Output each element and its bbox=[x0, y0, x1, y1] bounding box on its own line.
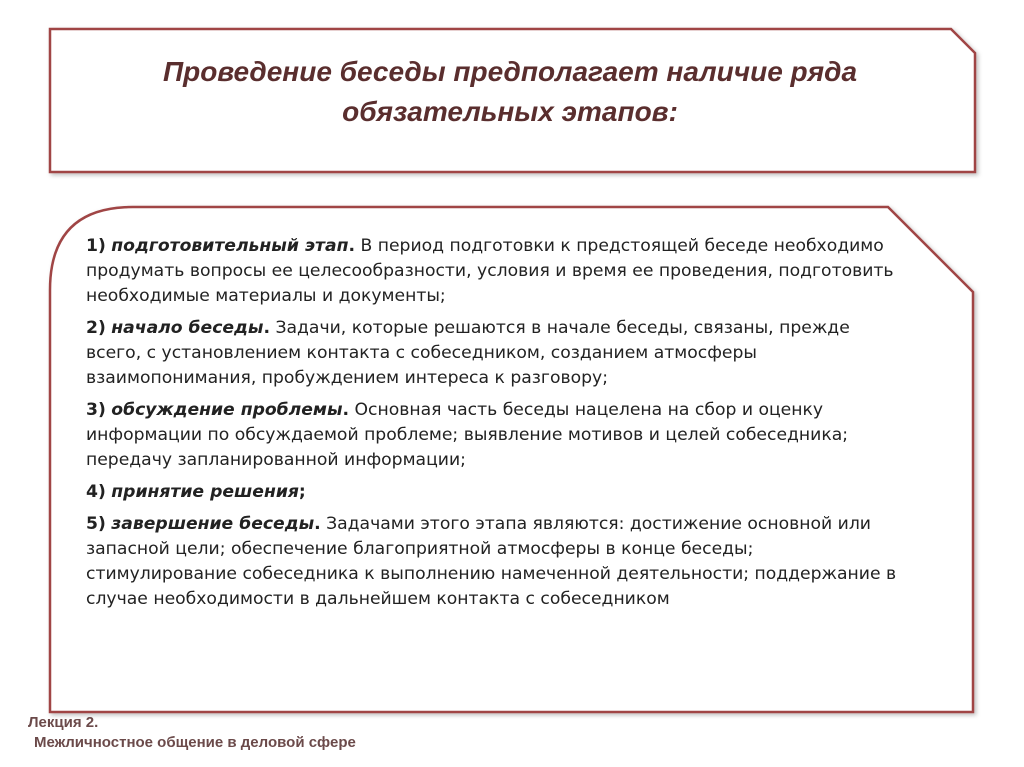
stage-number: 3) bbox=[86, 400, 106, 420]
stage-term-punct: . bbox=[348, 236, 356, 256]
stage-number: 5) bbox=[86, 514, 106, 534]
stage-term: подготовительный этап bbox=[111, 236, 349, 256]
stage-item-4 bbox=[86, 480, 906, 505]
stage-number: 1) bbox=[86, 236, 106, 256]
stage-number: 4) bbox=[86, 482, 106, 502]
stage-term: принятие решения bbox=[111, 482, 299, 502]
stage-item-3 bbox=[86, 398, 906, 473]
footer-lecture-topic: Межличностное общение в деловой сфере bbox=[34, 734, 356, 751]
stage-term-punct: ; bbox=[298, 482, 306, 502]
slide-title-line2: обязательных этапов: bbox=[342, 96, 678, 127]
lecture-footer bbox=[28, 713, 356, 753]
stage-item-2 bbox=[86, 316, 906, 391]
stage-term: начало беседы bbox=[111, 318, 264, 338]
stage-term-punct: . bbox=[263, 318, 271, 338]
stage-description: Основная часть беседы нацелена на сбор и оценку информации по обсуждаемой проблеме; выявление мотивов и целей собеседника; передачу запланированной информации; bbox=[86, 400, 849, 470]
stages-list bbox=[86, 234, 906, 619]
slide-title bbox=[60, 52, 960, 132]
stage-item-5 bbox=[86, 512, 906, 612]
stage-description: В период подготовки к предстоящей беседе необходимо продумать вопросы ее целесообразности, условия и время ее проведения, подготовить необходимые материалы и документы; bbox=[86, 236, 894, 306]
stage-description: Задачи, которые решаются в начале беседы, связаны, прежде всего, с установлением контакта с собеседником, созданием атмосферы взаимопонимания, пробуждением интереса к разговору; bbox=[86, 318, 850, 388]
stage-term-punct: . bbox=[314, 514, 321, 534]
stage-number: 2) bbox=[86, 318, 106, 338]
stage-term: завершение беседы bbox=[111, 514, 315, 534]
footer-lecture-number: Лекция 2. bbox=[28, 714, 99, 731]
stage-term: обсуждение проблемы bbox=[111, 400, 343, 420]
slide-title-line1: Проведение беседы предполагает наличие ряда bbox=[162, 56, 858, 87]
stage-term-punct: . bbox=[342, 400, 350, 420]
stage-description: Задачами этого этапа являются: достижение основной или запасной цели; обеспечение благоприятной атмосферы в конце беседы; стимулирование собеседника к выполнению намеченной деятельности; поддержание в случае необходимости в дальнейшем контакта с собеседником bbox=[86, 514, 897, 609]
stage-item-1 bbox=[86, 234, 906, 309]
